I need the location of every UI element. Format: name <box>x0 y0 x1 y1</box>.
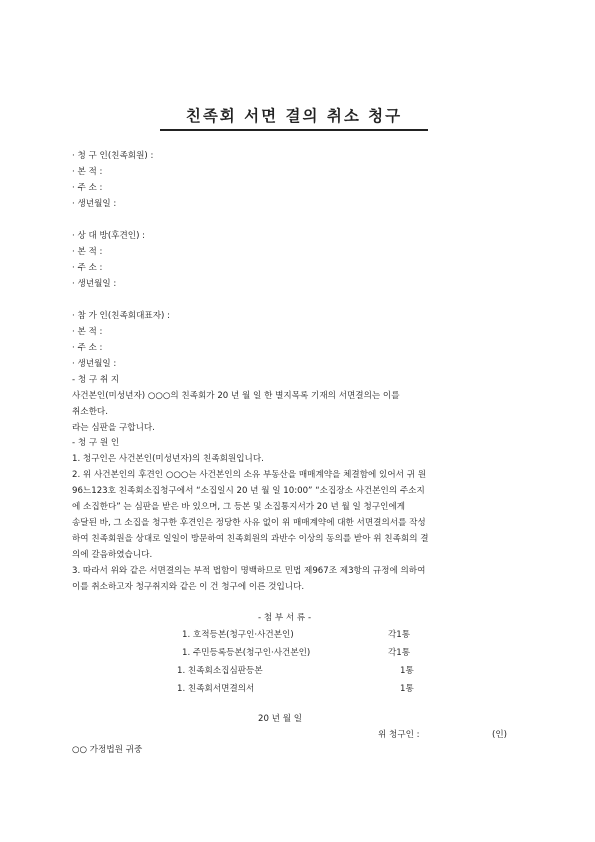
cause-line: 1. 청구인은 사건본인(미성년자)의 친족회원입니다. <box>72 454 264 464</box>
purpose-line: 취소한다. <box>72 407 108 417</box>
purpose-heading: - 청 구 취 지 <box>72 375 120 385</box>
participant-birth: · 생년월일 : <box>72 359 117 369</box>
respondent-header: · 상 대 방(후견인) : <box>72 231 146 241</box>
attachment-qty: 1통 <box>400 666 414 676</box>
seal-mark: (인) <box>492 730 508 740</box>
attachment-name: 1. 호적등본(청구인·사건본인) <box>182 630 294 640</box>
purpose-line: 사건본인(미성년자) ○○○의 친족회가 20 년 월 일 한 별지목록 기재의 서면결의는 이를 <box>72 391 400 401</box>
respondent-domicile: · 본 적 : <box>72 247 103 257</box>
claimant-domicile: · 본 적 : <box>72 167 103 177</box>
cause-line: 의에 갈음하였습니다. <box>72 550 153 560</box>
cause-line: 에 소집한다” 는 심판을 받은 바 있으며, 그 등본 및 소집통지서가 20 년 월 일 청구인에게 <box>72 502 406 512</box>
cause-line: 2. 위 사건본인의 후견인 ○○○는 사건본인의 소유 부동산을 매매계약을 체결함에 있어서 귀 원 <box>72 470 427 480</box>
attachment-name: 1. 주민등록등본(청구인·사건본인) <box>182 648 311 658</box>
date-line: 20 년 월 일 <box>258 714 303 724</box>
participant-domicile: · 본 적 : <box>72 327 103 337</box>
claimant-address: · 주 소 : <box>72 183 103 193</box>
purpose-line: 라는 심판을 구합니다. <box>72 423 155 433</box>
attachment-name: 1. 친족회소집심판등본 <box>177 666 263 676</box>
cause-line: 송달된 바, 그 소집을 청구한 후견인은 정당한 사유 없이 위 매매계약에 대한 서면결의서를 작성 <box>72 518 426 528</box>
cause-line: 이를 취소하고자 청구취지와 같은 이 건 청구에 이른 것입니다. <box>72 582 305 592</box>
attachment-qty: 각1통 <box>388 648 411 658</box>
cause-line: 96느123호 친족회소집청구에서 “소집일시 20 년 월 일 10:00” “소집장소 사건본인의 주소지 <box>72 486 425 496</box>
cause-line: 3. 따라서 위와 같은 서면결의는 부적 법함이 명백하므로 민법 제967조 제3항의 규정에 의하여 <box>72 566 426 576</box>
participant-address: · 주 소 : <box>72 343 103 353</box>
document-title: 친족회 서면 결의 취소 청구 <box>160 104 428 131</box>
attachment-qty: 각1통 <box>388 630 411 640</box>
cause-heading: - 청 구 원 인 <box>72 438 120 448</box>
claimant-header: · 청 구 인(친족회원) : <box>72 151 154 161</box>
respondent-birth: · 생년월일 : <box>72 279 117 289</box>
signature-label: 위 청구인 : <box>378 730 420 740</box>
claimant-birth: · 생년월일 : <box>72 199 117 209</box>
court-addressee: ○○ 가정법원 귀중 <box>72 745 143 755</box>
participant-header: · 참 가 인(친족회대표자) : <box>72 311 170 321</box>
attachment-qty: 1통 <box>400 684 414 694</box>
attachments-heading: - 첨 부 서 류 - <box>258 613 312 623</box>
respondent-address: · 주 소 : <box>72 263 103 273</box>
cause-line: 하여 친족회원을 상대로 일일이 방문하여 친족회원의 과반수 이상의 동의를 받아 위 친족회의 결 <box>72 534 429 544</box>
attachment-name: 1. 친족회서면결의서 <box>177 684 255 694</box>
